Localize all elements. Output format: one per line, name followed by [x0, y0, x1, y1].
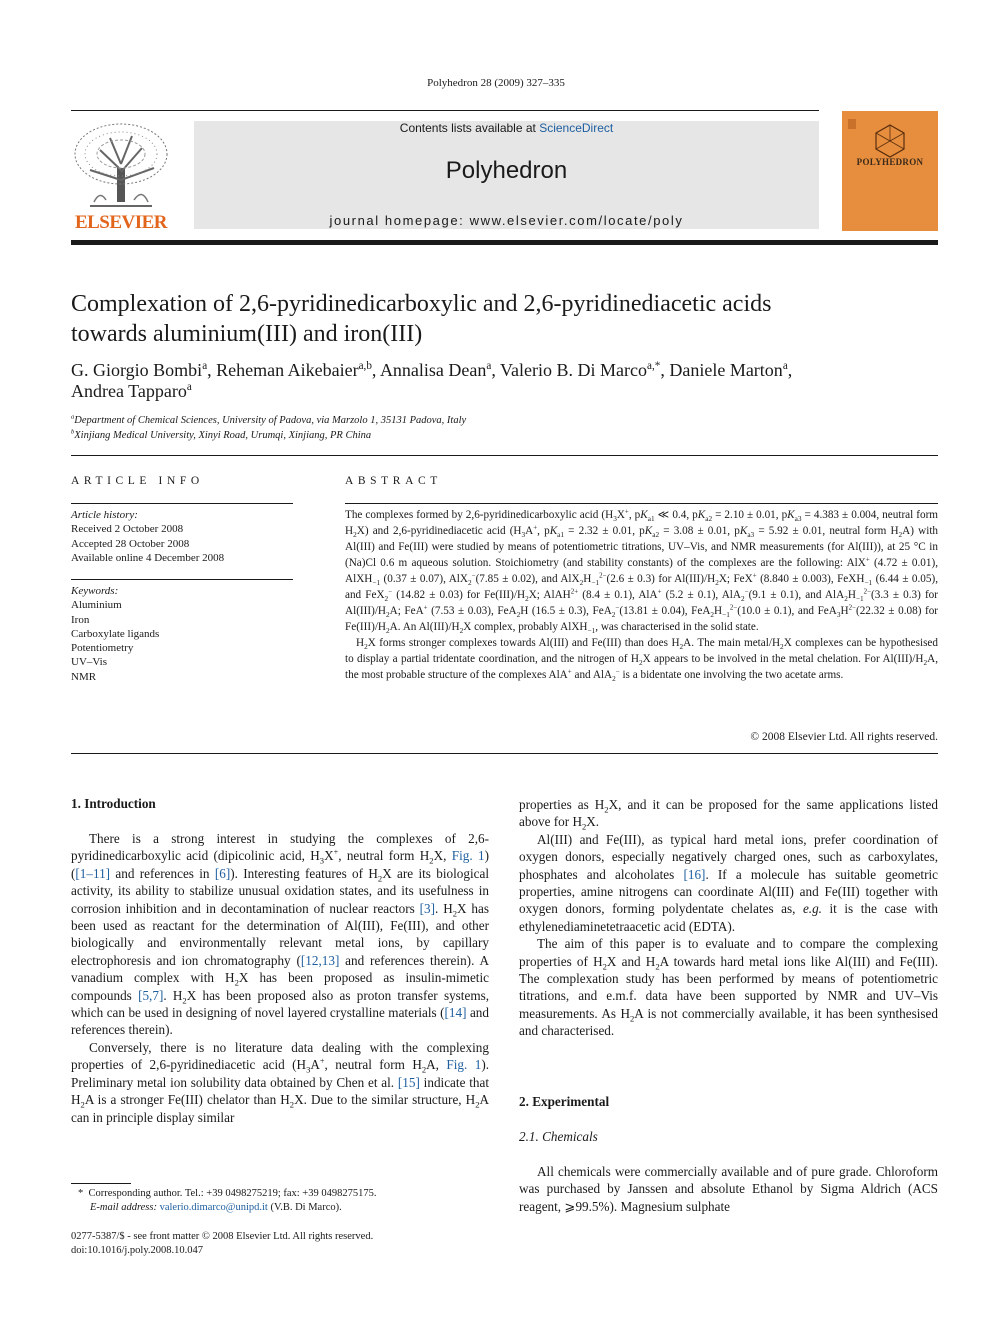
- history-item: Available online 4 December 2008: [71, 551, 225, 564]
- divider: [71, 503, 293, 504]
- figure-link[interactable]: Fig. 1: [446, 1057, 482, 1073]
- abstract-paragraph: $H_2X$ forms stronger complexes towards Al(III) and Fe(III) than does $H_2A$. The main metal/$H_2X$ complexes can be hypothesised to display a partial tridentate coordination, and the nitrogen of $H_2X$ appears to be involved in the metal chelation. For $Al(III)/H_2A$, the most probable structure of the complexes AlA+ and AlA$_2$− is a bidentate one involving the two acetate arms.: [345, 637, 938, 684]
- keyword: Iron: [71, 613, 90, 626]
- contents-prefix: Contents lists available at: [399, 121, 540, 135]
- reference-link[interactable]: [14]: [444, 1005, 467, 1021]
- reference-link[interactable]: [16]: [683, 866, 706, 882]
- contents-line: [194, 121, 819, 135]
- author: Daniele Marton: [669, 360, 783, 380]
- title-line-2: towards aluminium(III) and iron(III): [71, 321, 423, 347]
- abstract-paragraph: The complexes formed by 2,6-pyridinedicarboxylic acid ($H_3X^+$, $pK_{a1}$ ≪ 0.4, $pK_{a2} = 2.10 \pm 0.01$, $pK_{a3} = 4.383 \pm 0.004$, neutral form $H_2X$) and 2,6-pyridinediacetic acid ($H_3A^+$, $pK_{a1} = 2.32 \pm 0.01$, $pK_{a2} = 3.08 \pm 0.01$, $pK_{a3} = 5.92 \pm 0.01$, neutral form $H_2A$) with Al(III) and Fe(III) were studied by means of potentiometric titrations, UV–Vis, and NMR measurements (for Al(III)), at 25 °C in (Na)Cl 0.6 m aqueous solution. Stoichiometry (and stability constants) of the complexes are the following: AlX+ (4.72 ± 0.01), AlXH$_{-1}$ (0.37 ± 0.07), AlX$_2$−(7.85 ± 0.02), and $AlX_2H_{-1}^{2-}(2.6 \pm 0.3)$ for $Al(III)/H_2X$; FeX+ (8.840 ± 0.003), FeXH$_{-1}$ (6.44 ± 0.05), and FeX$_2$− (14.82 ± 0.03) for $Fe(III)/H_2X$; AlAH$^{2+}$ (8.4 ± 0.1), AlA+ (5.2 ± 0.1), AlA$_2$−(9.1 ± 0.1), and $AlA_2H_{-1}^{2-}(3.3 \pm 0.3)$ for $Al(III)/H_2A$; FeA+ (7.53 ± 0.03), FeA$_2$H (16.5 ± 0.3), FeA$_2$−(13.81 ± 0.04), $FeA_2H_{-1}^{2-}(10.0 \pm 0.1)$, and $FeA_3H^{2-}(22.32 \pm 0.08)$ for $Fe(III)/H_2A$. An $Al(III)/H_2X$ complex, probably AlXH$_{-1}$, was characterised in the solid state.: [345, 507, 939, 636]
- abstract-heading: ABSTRACT: [345, 475, 442, 487]
- front-matter-note: [71, 1230, 373, 1258]
- intro-right-column: [519, 796, 938, 1040]
- chemicals-paragraph: [519, 1163, 938, 1215]
- figure-link[interactable]: Fig. 1: [451, 848, 485, 864]
- author: Reheman Aikebaier: [216, 360, 359, 380]
- history-heading: Article history:: [71, 509, 138, 521]
- section-heading: 1. Introduction: [71, 796, 156, 811]
- author: Annalisa Dean: [379, 360, 487, 380]
- divider: [71, 753, 938, 754]
- body-paragraph: The aim of this paper is to evaluate and to compare the complexing properties of $H_2X$ and $H_2A$ towards hard metal ions like Al(III) and Fe(III). The complexation study has been performed by means of potentiometric titrations, and e.m.f. data have been supported by NMR and UV–Vis measurements. As $H_2A$ is not commercially available, it has been synthesised and characterised.: [519, 936, 938, 1039]
- corresponding-text: Corresponding author. Tel.: +39 0498275219; fax: +39 0498275175.: [88, 1188, 377, 1199]
- journal-cover: [842, 111, 938, 231]
- journal-homepage[interactable]: journal homepage: www.elsevier.com/locate/poly: [329, 213, 684, 228]
- body-paragraph: All chemicals were commercially available and of pure grade. Chloroform was purchased by Janssen and absolute Ethanol by Sigma Aldrich (ACS reagent, ⩾99.5%). Magnesium sulphate: [519, 1164, 938, 1214]
- article-history: [71, 508, 293, 565]
- author-affiliation: a,b: [358, 360, 372, 372]
- author-affiliation: a,*: [647, 360, 661, 372]
- author: Andrea Tapparo: [71, 381, 187, 401]
- email-link[interactable]: valerio.dimarco@unipd.it: [159, 1202, 268, 1213]
- intro-left-column: [71, 830, 489, 1126]
- affiliation-text: Department of Chemical Sciences, University of Padova, via Marzolo 1, 35131 Padova, Italy: [74, 415, 467, 426]
- author-list: G. Giorgio Bombi$^a$, Reheman Aikebaier$^{a,b}$, Annalisa Dean$^a$, Valerio B. Di Marco$^{a,*}$, Daniele Marton$^a$, Andrea Tapparo$^a$: [71, 360, 793, 401]
- copyright-notice: © 2008 Elsevier Ltd. All rights reserved.: [750, 731, 938, 743]
- email-label: E-mail address:: [90, 1202, 157, 1213]
- subsection-heading: 2.1. Chemicals: [519, 1129, 598, 1144]
- body-paragraph: Conversely, there is no literature data dealing with the complexing properties of 2,6-pyridinediacetic acid ($H_3A^+$, neutral form $H_2A$, Fig. 1). Preliminary metal ion solubility data obtained by Chen et al. [15] indicate that $H_2A$ is a stronger Fe(III) chelator than $H_2X$. Due to the similar structure, $H_2A$ can in principle display similar: [71, 1039, 490, 1125]
- sciencedirect-link[interactable]: ScienceDirect: [539, 121, 614, 135]
- keyword: Potentiometry: [71, 642, 134, 655]
- issn-line: 0277-5387/$ - see front matter © 2008 Elsevier Ltd. All rights reserved.: [71, 1231, 374, 1242]
- body-paragraph: properties as $H_2X$, and it can be proposed for the same applications listed above for $H_2X$.: [519, 797, 938, 833]
- affiliation-text: Xinjiang Medical University, Xinyi Road, Urumqi, Xinjiang, PR China: [74, 430, 372, 441]
- doi-line: doi:10.1016/j.poly.2008.10.047: [71, 1245, 204, 1256]
- journal-citation: Polyhedron 28 (2009) 327–335: [427, 77, 565, 89]
- corresponding-footnote: [78, 1187, 488, 1215]
- footnote-line: [78, 1187, 488, 1201]
- footnote-rule: [71, 1183, 131, 1184]
- body-paragraph: There is a strong interest in studying the complexes of 2,6-pyridinedicarboxylic acid (dipicolinic acid, $H_3X^+$, neutral form $H_2X$, Fig. 1) ([1–11] and references in [6]). Interesting features of $H_2X$ are its biological activity, its ability to stabilize unusual oxidation states, and its usefulness in corrosion inhibition and in decontamination of nuclear reactors [3]. $H_2X$ has been used as reactant for the determination of Al(III), Fe(III), and other biologically and environmentally relevant metal ions, by capillary electrophoresis and ion chromatography ([12,13] and references therein). A vanadium complex with $H_2X$ has been proposed as insulin-mimetic compounds [5,7]. $H_2X$ has been proposed also as proton transfer systems, which can be used in designing of novel layered crystalline materials ([14] and references therein).: [71, 831, 490, 1038]
- reference-link[interactable]: [12,13]: [300, 952, 340, 968]
- header-thick-rule: [71, 240, 938, 245]
- divider: [345, 503, 938, 504]
- author-affiliation: a: [202, 360, 208, 372]
- reference-link[interactable]: [15]: [397, 1074, 420, 1090]
- reference-link[interactable]: [3]: [419, 900, 436, 916]
- affiliation-label: a: [71, 413, 75, 421]
- affiliation: [71, 430, 371, 441]
- author-affiliation: a: [186, 381, 192, 393]
- author: G. Giorgio Bombi: [71, 360, 203, 380]
- footnote-line: [78, 1201, 488, 1215]
- affiliation-label: b: [71, 428, 75, 436]
- journal-banner: [194, 121, 819, 229]
- keyword: Aluminium: [71, 599, 122, 612]
- keywords: [71, 584, 293, 684]
- keyword: Carboxylate ligands: [71, 627, 160, 640]
- keyword: NMR: [71, 670, 97, 683]
- author-affiliation: a: [782, 360, 788, 372]
- author-affiliation: a: [486, 360, 492, 372]
- asterisk-marker: *: [78, 1188, 89, 1199]
- reference-link[interactable]: [5,7]: [138, 987, 164, 1003]
- article-title: [71, 289, 931, 349]
- author: Valerio B. Di Marco: [500, 360, 648, 380]
- reference-link[interactable]: [1–11]: [75, 865, 111, 881]
- header-rule: [71, 110, 819, 111]
- keywords-heading: Keywords:: [71, 585, 119, 597]
- elsevier-logo: [70, 120, 172, 235]
- publisher-name: ELSEVIER: [74, 212, 168, 233]
- history-item: Accepted 28 October 2008: [71, 537, 190, 550]
- tree-icon: [70, 120, 172, 210]
- affiliation: [71, 415, 466, 426]
- title-line-1: Complexation of 2,6-pyridinedicarboxylic and 2,6-pyridinediacetic acids: [71, 291, 772, 317]
- journal-name: Polyhedron: [445, 157, 568, 184]
- article-info-heading: ARTICLE INFO: [71, 475, 204, 487]
- abstract-body: [345, 507, 938, 683]
- reference-link[interactable]: [6]: [214, 865, 231, 881]
- keyword: UV–Vis: [71, 656, 108, 669]
- section-heading: 2. Experimental: [519, 1094, 610, 1109]
- body-paragraph: Al(III) and Fe(III), as typical hard metal ions, prefer coordination of oxygen donors, especially negatively charged ones, such as carboxylates, phosphates and alcoholates [16]. If a molecule has suitable geometric properties, amine nitrogens can coordinate Al(III) and Fe(III) together with oxygen donors, forming polydentate chelates as, e.g. it is the case with ethylenediaminetetraacetic acid (EDTA).: [519, 831, 938, 934]
- divider: [71, 455, 938, 456]
- history-item: Received 2 October 2008: [71, 523, 184, 536]
- email-suffix: (V.B. Di Marco).: [270, 1202, 342, 1213]
- cover-title: POLYHEDRON: [856, 157, 924, 167]
- divider: [71, 579, 293, 580]
